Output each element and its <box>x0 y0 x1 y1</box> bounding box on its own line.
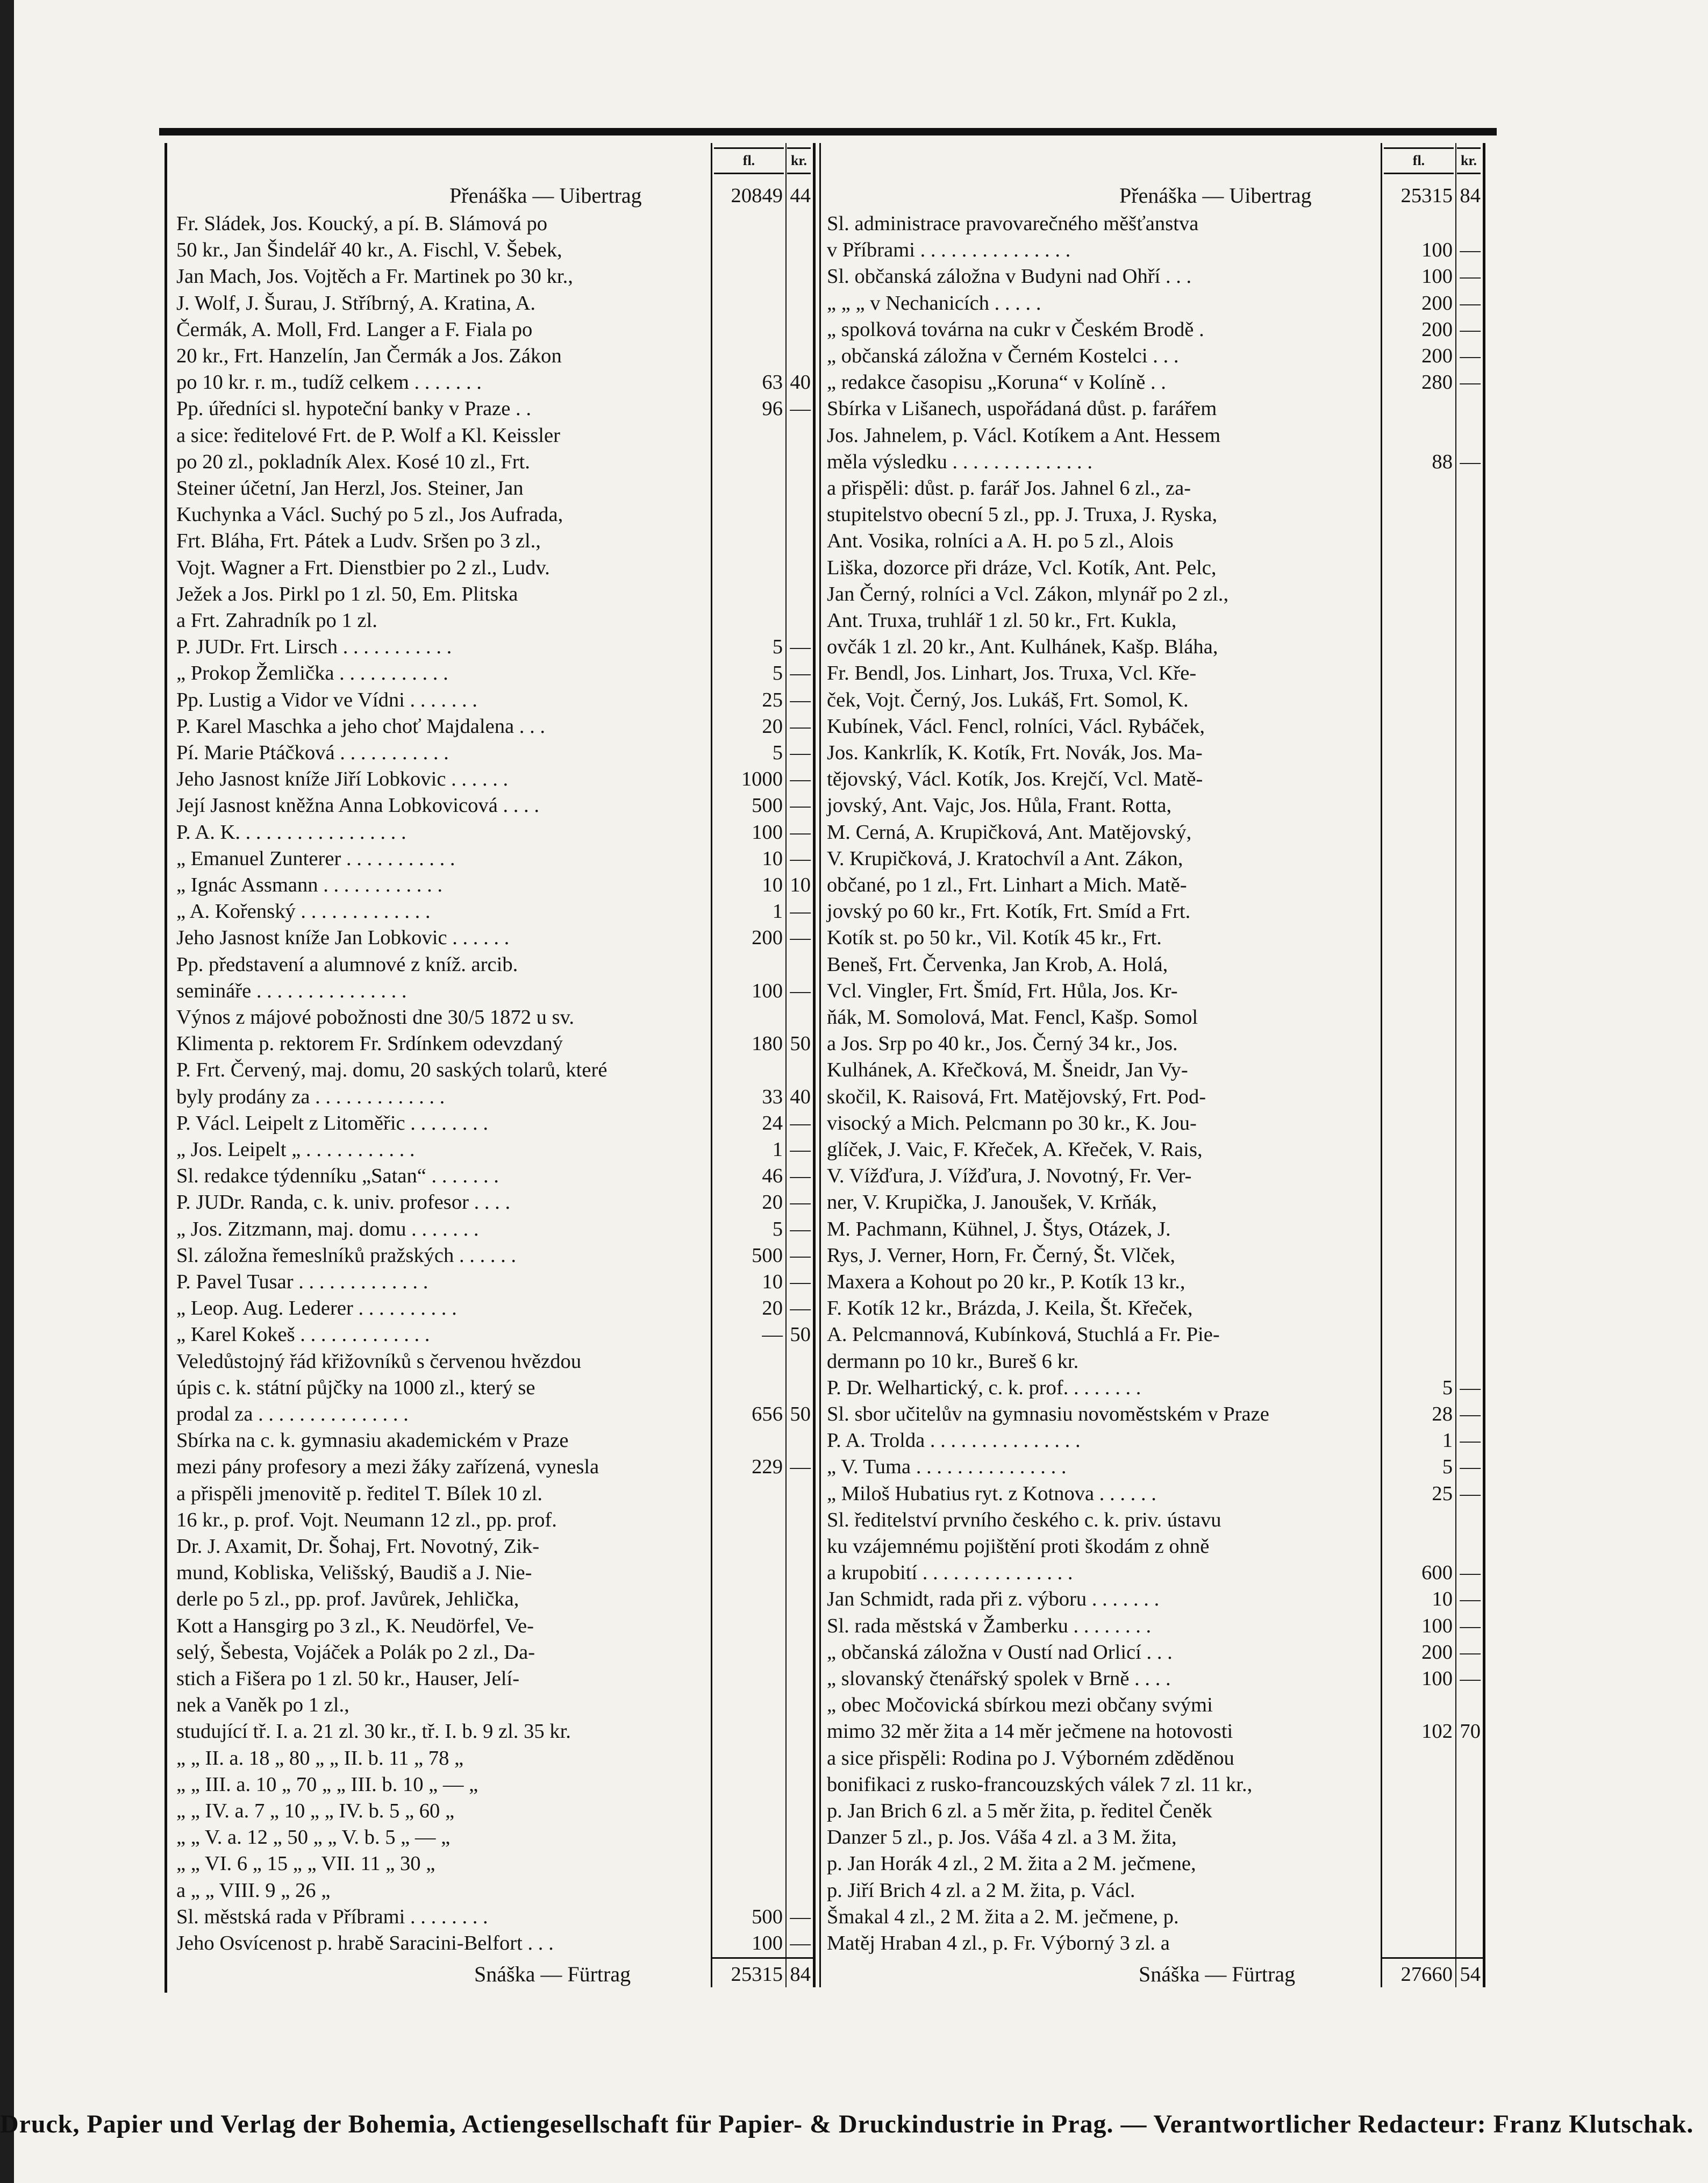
ledger-amount-fl: 63 <box>762 371 783 394</box>
ledger-amount-kr: 10 <box>790 874 811 896</box>
ledger-amount-kr: — <box>1460 1376 1481 1399</box>
left-carry-out-label: Snáška — Fürtrag <box>474 1962 631 1986</box>
ledger-line: studující tř. I. a. 21 zl. 30 kr., tř. I. b. 9 zl. 35 kr. <box>176 1720 571 1743</box>
ledger-line: jovský, Ant. Vajc, Jos. Hůla, Frant. Rotta, <box>827 794 1172 817</box>
ledger-amount-kr: 40 <box>790 1085 811 1108</box>
ledger-line: P. JUDr. Frt. Lirsch . . . . . . . . . . . <box>176 636 452 659</box>
ledger-line: P. Frt. Červený, maj. domu, 20 saských tolarů, které <box>176 1059 608 1082</box>
ledger-line: Jos. Jahnelem, p. Václ. Kotíkem a Ant. Hessem <box>827 424 1221 447</box>
ledger-line: Frt. Bláha, Frt. Pátek a Ludv. Sršen po 3 zl., <box>176 530 541 553</box>
ledger-amount-kr: — <box>790 662 811 685</box>
center-rule <box>813 143 816 1987</box>
ledger-line: ňák, M. Somolová, Mat. Fencl, Kašp. Somol <box>827 1006 1198 1029</box>
ledger-line: Sl. záložna řemeslníků pražských . . . . . . <box>176 1244 517 1267</box>
ledger-line: Kulhánek, A. Křečková, M. Šneidr, Jan Vy- <box>827 1059 1188 1082</box>
ledger-amount-fl: 200 <box>1421 1640 1453 1664</box>
ledger-amount-kr: — <box>1460 1640 1481 1664</box>
ledger-line: 50 kr., Jan Šindelář 40 kr., A. Fischl, V. Šebek, <box>176 239 562 262</box>
ledger-line: Rys, J. Verner, Horn, Fr. Černý, Št. Vlček, <box>827 1244 1176 1267</box>
ledger-amount-kr: — <box>790 794 811 817</box>
ledger-line: Sl. sbor učitelův na gymnasiu novoměstském v Praze <box>827 1403 1269 1425</box>
ledger-line: bonifikaci z rusko-francouzských válek 7 zl. 11 kr., <box>827 1773 1253 1796</box>
ledger-line: Pp. Lustig a Vidor ve Vídni . . . . . . . <box>176 688 477 711</box>
ledger-amount-fl: 100 <box>1421 265 1453 288</box>
ledger-line: Kubínek, Václ. Fencl, rolníci, Václ. Rybáček, <box>827 715 1205 738</box>
ledger-amount-fl: 20 <box>762 1297 783 1320</box>
ledger-line: „ slovanský čtenářský spolek v Brně . . . . <box>827 1667 1171 1690</box>
ledger-line: „ A. Kořenský . . . . . . . . . . . . . <box>176 900 431 923</box>
ledger-amount-kr: — <box>790 1111 811 1135</box>
ledger-amount-fl: 46 <box>762 1165 783 1188</box>
ledger-line: „ Emanuel Zunterer . . . . . . . . . . . <box>176 847 455 870</box>
left-fl-header: fl. <box>714 147 784 174</box>
ledger-line: p. Jan Brich 6 zl. a 5 měr žita, p. ředitel Čeněk <box>827 1800 1212 1822</box>
ledger-line: Vcl. Vingler, Frt. Šmíd, Frt. Hůla, Jos. Kr- <box>827 979 1178 1002</box>
ledger-amount-fl: 100 <box>1421 1667 1453 1690</box>
ledger-amount-fl: 5 <box>772 662 783 685</box>
ledger-line: mimo 32 měr žita a 14 měr ječmene na hotovosti <box>827 1720 1233 1743</box>
ledger-amount-kr: — <box>790 688 811 711</box>
ledger-line: nek a Vaněk po 1 zl., <box>176 1694 349 1717</box>
ledger-line: Liška, dozorce při dráze, Vcl. Kotík, Ant. Pelc, <box>827 556 1217 579</box>
ledger-line: „ Leop. Aug. Lederer . . . . . . . . . . <box>176 1297 457 1320</box>
ledger-amount-kr: 50 <box>790 1032 811 1055</box>
ledger-line: Pp. představení a alumnové z kníž. arcib. <box>176 953 518 976</box>
ledger-amount-kr: — <box>1460 318 1481 341</box>
ledger-line: Jos. Kankrlík, K. Kotík, Frt. Novák, Jos. Ma- <box>827 741 1203 764</box>
ledger-line: p. Jan Horák 4 zl., 2 M. žita a 2 M. ječmene, <box>827 1852 1196 1875</box>
ledger-amount-kr: — <box>790 979 811 1002</box>
ledger-amount-kr: — <box>1460 1482 1481 1505</box>
left-kr-rule <box>785 143 787 1987</box>
ledger-amount-kr: — <box>1460 1588 1481 1611</box>
ledger-line: Její Jasnost kněžna Anna Lobkovicová . . . . <box>176 794 539 817</box>
ledger-line: dermann po 10 kr., Bureš 6 kr. <box>827 1350 1079 1373</box>
ledger-amount-fl: 656 <box>752 1403 783 1425</box>
ledger-amount-kr: — <box>790 926 811 950</box>
ledger-amount-kr: — <box>790 900 811 923</box>
ledger-amount-kr: — <box>790 1905 811 1928</box>
ledger-line: Sl. administrace pravovarečného měšťanstva <box>827 212 1199 235</box>
ledger-amount-fl: 20 <box>762 715 783 738</box>
ledger-line: „ Karel Kokeš . . . . . . . . . . . . . <box>176 1323 430 1346</box>
ledger-line: byly prodány za . . . . . . . . . . . . . <box>176 1085 445 1108</box>
ledger-line: V. Vížďura, J. Vížďura, J. Novotný, Fr. Ver- <box>827 1165 1192 1188</box>
ledger-amount-kr: — <box>790 741 811 764</box>
ledger-line: stupitelstvo obecní 5 zl., pp. J. Truxa, J. Ryska, <box>827 503 1218 526</box>
ledger-line: ku vzájemnému pojištění proti škodám z ohně <box>827 1535 1210 1558</box>
ledger-amount-fl: 200 <box>1421 291 1453 315</box>
ledger-amount-fl: 1000 <box>741 768 783 791</box>
ledger-amount-fl: 100 <box>752 979 783 1002</box>
ledger-line: Ant. Vosika, rolníci a A. H. po 5 zl., Alois <box>827 530 1174 553</box>
ledger-amount-kr: — <box>790 715 811 738</box>
ledger-line: „ „ IV. a. 7 „ 10 „ „ IV. b. 5 „ 60 „ <box>176 1800 455 1822</box>
ledger-amount-fl: 5 <box>1442 1376 1453 1399</box>
ledger-line: Sl. ředitelství prvního českého c. k. priv. ústavu <box>827 1508 1221 1531</box>
left-carry-in-kr: 44 <box>790 184 811 207</box>
ledger-line: Šmakal 4 zl., 2 M. žita a 2. M. ječmene, p. <box>827 1905 1179 1928</box>
ledger-amount-kr: — <box>790 1271 811 1293</box>
ledger-line: mezi pány profesory a mezi žáky zařízená, vynesla <box>176 1456 599 1479</box>
ledger-line: P. Pavel Tusar . . . . . . . . . . . . . <box>176 1271 428 1293</box>
ledger-line: „ občanská záložna v Černém Kostelci . . . <box>827 345 1179 367</box>
ledger-line: Matěj Hraban 4 zl., p. Fr. Výborný 3 zl. a <box>827 1932 1170 1954</box>
ledger-line: 20 kr., Frt. Hanzelín, Jan Čermák a Jos. Zákon <box>176 345 562 367</box>
ledger-line: p. Jiří Brich 4 zl. a 2 M. žita, p. Václ. <box>827 1879 1135 1902</box>
ledger-line: úpis c. k. státní půjčky na 1000 zl., který se <box>176 1376 535 1399</box>
ledger-line: Ant. Truxa, truhlář 1 zl. 50 kr., Frt. Kukla, <box>827 609 1177 632</box>
ledger-amount-fl: 200 <box>1421 345 1453 367</box>
center-rule-inner <box>819 143 821 1987</box>
ledger-line: „ „ II. a. 18 „ 80 „ „ II. b. 11 „ 78 „ <box>176 1746 464 1770</box>
ledger-amount-fl: 229 <box>752 1456 783 1479</box>
right-carry-in-label: Přenáška — Uibertrag <box>1119 183 1312 208</box>
ledger-line: a sice přispěli: Rodina po J. Výborném zděděnou <box>827 1746 1234 1770</box>
ledger-line: Klimenta p. rektorem Fr. Srdínkem odevzdaný <box>176 1032 563 1055</box>
ledger-line: „ „ VI. 6 „ 15 „ „ VII. 11 „ 30 „ <box>176 1852 435 1875</box>
ledger-amount-kr: 40 <box>790 371 811 394</box>
ledger-line: Danzer 5 zl., p. Jos. Váša 4 zl. a 3 M. žita, <box>827 1826 1177 1849</box>
ledger-line: M. Cerná, A. Krupičková, Ant. Matějovský, <box>827 821 1192 844</box>
left-carry-out-kr: 84 <box>790 1963 811 1986</box>
ledger-amount-fl: 280 <box>1421 371 1453 394</box>
ledger-amount-kr: — <box>790 397 811 420</box>
ledger-amount-fl: 24 <box>762 1111 783 1135</box>
ledger-line: „ „ III. a. 10 „ 70 „ „ III. b. 10 „ — „ <box>176 1773 478 1796</box>
ledger-line: prodal za . . . . . . . . . . . . . . . <box>176 1403 409 1425</box>
ledger-line: Kuchynka a Václ. Suchý po 5 zl., Jos Aufrada, <box>176 503 563 526</box>
ledger-amount-kr: — <box>1460 1561 1481 1585</box>
ledger-line: „ spolková továrna na cukr v Českém Brodě . <box>827 318 1204 341</box>
ledger-line: „ občanská záložna v Oustí nad Orlicí . . . <box>827 1640 1173 1664</box>
ledger-line: tějovský, Václ. Kotík, Jos. Krejčí, Vcl. Matě- <box>827 768 1203 791</box>
ledger-line: Sl. rada městská v Žamberku . . . . . . . . <box>827 1614 1152 1637</box>
scan-left-edge <box>0 0 14 2183</box>
ledger-line: Kott a Hansgirg po 3 zl., K. Neudörfel, Ve- <box>176 1614 534 1637</box>
left-carry-in-label: Přenáška — Uibertrag <box>449 183 642 208</box>
ledger-line: „ „ V. a. 12 „ 50 „ „ V. b. 5 „ — „ <box>176 1826 451 1849</box>
ledger-amount-kr: — <box>790 1191 811 1214</box>
ledger-amount-kr: — <box>790 636 811 659</box>
ledger-line: „ obec Močovická sbírkou mezi občany svými <box>827 1694 1213 1717</box>
ledger-amount-kr: — <box>1460 371 1481 394</box>
ledger-line: stich a Fišera po 1 zl. 50 kr., Hauser, Jelí- <box>176 1667 520 1690</box>
ledger-amount-kr: — <box>790 1244 811 1267</box>
ledger-amount-kr: — <box>790 821 811 844</box>
ledger-line: Jan Černý, rolníci a Vcl. Zákon, mlynář po 2 zl., <box>827 582 1229 605</box>
ledger-amount-fl: 1 <box>1442 1429 1453 1452</box>
ledger-amount-fl: 200 <box>1421 318 1453 341</box>
ledger-line: jovský po 60 kr., Frt. Kotík, Frt. Smíd a Frt. <box>827 900 1191 923</box>
ledger-line: „ Ignác Assmann . . . . . . . . . . . . <box>176 874 443 896</box>
ledger-amount-kr: — <box>790 768 811 791</box>
right-carry-in-fl: 25315 <box>1400 184 1453 207</box>
left-outer-rule <box>165 143 167 1993</box>
ledger-line: P. Dr. Welhartický, c. k. prof. . . . . . . . <box>827 1376 1141 1399</box>
ledger-amount-fl: 28 <box>1432 1403 1453 1425</box>
ledger-amount-fl: 96 <box>762 397 783 420</box>
left-kr-header: kr. <box>787 147 811 174</box>
ledger-line: P. A. K. . . . . . . . . . . . . . . . . <box>176 821 406 844</box>
ledger-line: ček, Vojt. Černý, Jos. Lukáš, Frt. Somol, K. <box>827 688 1189 711</box>
ledger-amount-fl: 102 <box>1421 1720 1453 1743</box>
ledger-line: Steiner účetní, Jan Herzl, Jos. Steiner, Jan <box>176 477 524 500</box>
ledger-line: Vojt. Wagner a Frt. Dienstbier po 2 zl., Ludv. <box>176 556 550 579</box>
ledger-line: Kotík st. po 50 kr., Vil. Kotík 45 kr., Frt. <box>827 926 1162 950</box>
ledger-frame <box>159 128 1497 1996</box>
imprint-footer <box>0 2107 1708 2142</box>
ledger-line: Jeho Osvícenost p. hrabě Saracini-Belfort . . . <box>176 1932 554 1954</box>
ledger-amount-fl: 200 <box>752 926 783 950</box>
right-kr-rule <box>1455 143 1456 1987</box>
ledger-line: V. Krupičková, J. Kratochvíl a Ant. Zákon, <box>827 847 1183 870</box>
right-outer-rule <box>1483 143 1485 1987</box>
ledger-line: a Frt. Zahradník po 1 zl. <box>176 609 377 632</box>
ledger-line: Beneš, Frt. Červenka, Jan Krob, A. Holá, <box>827 953 1168 976</box>
ledger-line: Maxera a Kohout po 20 kr., P. Kotík 13 kr., <box>827 1271 1185 1293</box>
ledger-amount-fl: 88 <box>1432 450 1453 473</box>
ledger-amount-fl: 600 <box>1421 1561 1453 1585</box>
right-sum-rule <box>1381 1957 1483 1959</box>
ledger-amount-fl: 33 <box>762 1085 783 1108</box>
ledger-line: Jeho Jasnost kníže Jan Lobkovic . . . . . . <box>176 926 510 950</box>
left-carry-out-fl: 25315 <box>731 1963 783 1986</box>
ledger-line: skočil, K. Raisová, Frt. Matějovský, Frt. Pod- <box>827 1085 1206 1108</box>
imprint-text: Druck, Papier und Verlag der Bohemia, Actiengesellschaft für Papier- & Druckindustrie in Prag. — Verantwortlicher Redacteur: Franz Klutschak. <box>0 2110 1694 2138</box>
ledger-line: Jan Mach, Jos. Vojtěch a Fr. Martinek po 30 kr., <box>176 265 573 288</box>
ledger-amount-kr: — <box>1460 345 1481 367</box>
ledger-line: občané, po 1 zl., Frt. Linhart a Mich. Matě- <box>827 874 1187 896</box>
ledger-amount-fl: 10 <box>1432 1588 1453 1611</box>
ledger-line: a krupobití . . . . . . . . . . . . . . . <box>827 1561 1073 1585</box>
ledger-line: Sl. městská rada v Příbrami . . . . . . . . <box>176 1905 488 1928</box>
ledger-amount-fl: — <box>762 1323 783 1346</box>
ledger-line: Sbírka v Lišanech, uspořádaná důst. p. farářem <box>827 397 1217 420</box>
ledger-amount-fl: 500 <box>752 1905 783 1928</box>
right-kr-header: kr. <box>1457 147 1481 174</box>
ledger-amount-fl: 100 <box>752 821 783 844</box>
ledger-line: a „ „ VIII. 9 „ 26 „ <box>176 1879 331 1902</box>
ledger-line: ovčák 1 zl. 20 kr., Ant. Kulhánek, Kašp. Bláha, <box>827 636 1218 659</box>
ledger-line: Jeho Jasnost kníže Jiří Lobkovic . . . . . . <box>176 768 509 791</box>
ledger-amount-fl: 10 <box>762 1271 783 1293</box>
ledger-line: P. A. Trolda . . . . . . . . . . . . . . . <box>827 1429 1081 1452</box>
ledger-line: Čermák, A. Moll, Frd. Langer a F. Fiala po <box>176 318 533 341</box>
ledger-line: Výnos z májové pobožnosti dne 30/5 1872 u sv. <box>176 1006 575 1029</box>
ledger-line: A. Pelcmannová, Kubínková, Stuchlá a Fr. Pie- <box>827 1323 1220 1346</box>
ledger-line: „ Miloš Hubatius ryt. z Kotnova . . . . . . <box>827 1482 1156 1505</box>
right-carry-in-kr: 84 <box>1460 184 1481 207</box>
ledger-amount-kr: — <box>1460 1429 1481 1452</box>
ledger-amount-kr: — <box>790 1138 811 1161</box>
ledger-line: derle po 5 zl., pp. prof. Javůrek, Jehlička, <box>176 1588 519 1611</box>
ledger-line: P. JUDr. Randa, c. k. univ. profesor . . . . <box>176 1191 511 1214</box>
ledger-amount-fl: 25 <box>1432 1482 1453 1505</box>
ledger-line: měla výsledku . . . . . . . . . . . . . . <box>827 450 1092 473</box>
ledger-line: Dr. J. Axamit, Dr. Šohaj, Frt. Novotný, Zik- <box>176 1535 540 1558</box>
ledger-amount-kr: — <box>790 1297 811 1320</box>
ledger-amount-kr: — <box>790 847 811 870</box>
ledger-line: „ V. Tuma . . . . . . . . . . . . . . . <box>827 1456 1067 1479</box>
ledger-amount-fl: 25 <box>762 688 783 711</box>
ledger-line: v Příbrami . . . . . . . . . . . . . . . <box>827 239 1071 262</box>
ledger-line: „ Prokop Žemlička . . . . . . . . . . . <box>176 662 448 685</box>
ledger-line: semináře . . . . . . . . . . . . . . . <box>176 979 407 1002</box>
ledger-amount-fl: 180 <box>752 1032 783 1055</box>
ledger-amount-fl: 100 <box>752 1932 783 1954</box>
ledger-line: po 20 zl., pokladník Alex. Kosé 10 zl., Frt. <box>176 450 530 473</box>
ledger-amount-fl: 500 <box>752 1244 783 1267</box>
ledger-amount-kr: — <box>1460 1403 1481 1425</box>
ledger-line: Jan Schmidt, rada při z. výboru . . . . . . . <box>827 1588 1160 1611</box>
ledger-amount-fl: 1 <box>772 1138 783 1161</box>
left-carry-in-fl: 20849 <box>731 184 783 207</box>
ledger-line: Pp. úředníci sl. hypoteční banky v Praze . . <box>176 397 531 420</box>
ledger-line: po 10 kr. r. m., tudíž celkem . . . . . . . <box>176 371 482 394</box>
ledger-amount-kr: — <box>1460 291 1481 315</box>
right-fl-header: fl. <box>1384 147 1454 174</box>
ledger-amount-fl: 1 <box>772 900 783 923</box>
ledger-amount-kr: — <box>790 1932 811 1954</box>
ledger-line: 16 kr., p. prof. Vojt. Neumann 12 zl., pp. prof. <box>176 1508 557 1531</box>
ledger-line: M. Pachmann, Kühnel, J. Štys, Otázek, J. <box>827 1217 1171 1240</box>
ledger-amount-kr: — <box>1460 1667 1481 1690</box>
right-fl-rule <box>1381 143 1382 1987</box>
ledger-line: J. Wolf, J. Šurau, J. Stříbrný, A. Kratina, A. <box>176 291 536 315</box>
ledger-line: F. Kotík 12 kr., Brázda, J. Keila, Št. Křeček, <box>827 1297 1193 1320</box>
ledger-line: Sbírka na c. k. gymnasiu akademickém v Praze <box>176 1429 569 1452</box>
ledger-page <box>165 135 1491 1996</box>
ledger-amount-kr: — <box>1460 1614 1481 1637</box>
ledger-line: Fr. Sládek, Jos. Koucký, a pí. B. Slámová po <box>176 212 548 235</box>
ledger-line: Ježek a Jos. Pirkl po 1 zl. 50, Em. Plitska <box>176 582 518 605</box>
ledger-amount-kr: — <box>1460 265 1481 288</box>
ledger-amount-kr: — <box>790 1165 811 1188</box>
ledger-line: P. Karel Maschka a jeho choť Majdalena . . . <box>176 715 546 738</box>
ledger-amount-kr: 50 <box>790 1323 811 1346</box>
ledger-amount-kr: — <box>1460 239 1481 262</box>
ledger-amount-kr: 70 <box>1460 1720 1481 1743</box>
right-carry-out-label: Snáška — Fürtrag <box>1139 1962 1296 1986</box>
ledger-line: a sice: ředitelové Frt. de P. Wolf a Kl. Keissler <box>176 424 560 447</box>
ledger-amount-fl: 100 <box>1421 1614 1453 1637</box>
ledger-amount-kr: 50 <box>790 1403 811 1425</box>
ledger-line: Veledůstojný řád křižovníků s červenou hvězdou <box>176 1350 582 1373</box>
ledger-amount-fl: 5 <box>772 1217 783 1240</box>
ledger-line: P. Václ. Leipelt z Litoměřic . . . . . . . . <box>176 1111 488 1135</box>
ledger-amount-fl: 5 <box>772 636 783 659</box>
ledger-line: a přispěli: důst. p. farář Jos. Jahnel 6 zl., za- <box>827 477 1191 500</box>
ledger-line: Fr. Bendl, Jos. Linhart, Jos. Truxa, Vcl. Kře- <box>827 662 1197 685</box>
ledger-amount-fl: 20 <box>762 1191 783 1214</box>
ledger-line: „ Jos. Leipelt „ . . . . . . . . . . . <box>176 1138 415 1161</box>
ledger-line: Sl. občanská záložna v Budyni nad Ohří . . . <box>827 265 1192 288</box>
ledger-line: a přispěli jmenovitě p. ředitel T. Bílek 10 zl. <box>176 1482 543 1505</box>
ledger-line: selý, Šebesta, Vojáček a Polák po 2 zl., Da- <box>176 1640 535 1664</box>
ledger-amount-fl: 500 <box>752 794 783 817</box>
left-sum-rule <box>711 1957 813 1959</box>
right-carry-out-fl: 27660 <box>1400 1963 1453 1986</box>
ledger-amount-kr: — <box>1460 450 1481 473</box>
ledger-amount-fl: 5 <box>1442 1456 1453 1479</box>
top-rule <box>159 128 1497 135</box>
right-carry-out-kr: 54 <box>1460 1963 1481 1986</box>
ledger-line: Sl. redakce týdenníku „Satan“ . . . . . . . <box>176 1165 499 1188</box>
ledger-line: „ Jos. Zitzmann, maj. domu . . . . . . . <box>176 1217 479 1240</box>
ledger-amount-kr: — <box>1460 1456 1481 1479</box>
ledger-amount-kr: — <box>790 1456 811 1479</box>
ledger-line: visocký a Mich. Pelcmann po 30 kr., K. Jou- <box>827 1111 1197 1135</box>
ledger-amount-fl: 10 <box>762 874 783 896</box>
ledger-line: „ „ „ v Nechanicích . . . . . <box>827 291 1041 315</box>
ledger-amount-fl: 5 <box>772 741 783 764</box>
ledger-line: a Jos. Srp po 40 kr., Jos. Černý 34 kr., Jos. <box>827 1032 1178 1055</box>
ledger-line: „ redakce časopisu „Koruna“ v Kolíně . . <box>827 371 1166 394</box>
ledger-line: Pí. Marie Ptáčková . . . . . . . . . . . <box>176 741 449 764</box>
ledger-amount-kr: — <box>790 1217 811 1240</box>
ledger-line: mund, Kobliska, Velišský, Baudiš a J. Nie- <box>176 1561 532 1585</box>
ledger-amount-fl: 10 <box>762 847 783 870</box>
left-fl-rule <box>711 143 712 1987</box>
ledger-amount-fl: 100 <box>1421 239 1453 262</box>
ledger-line: ner, V. Krupička, J. Janoušek, V. Krňák, <box>827 1191 1157 1214</box>
ledger-line: glíček, J. Vaic, F. Křeček, A. Křeček, V. Rais, <box>827 1138 1203 1161</box>
